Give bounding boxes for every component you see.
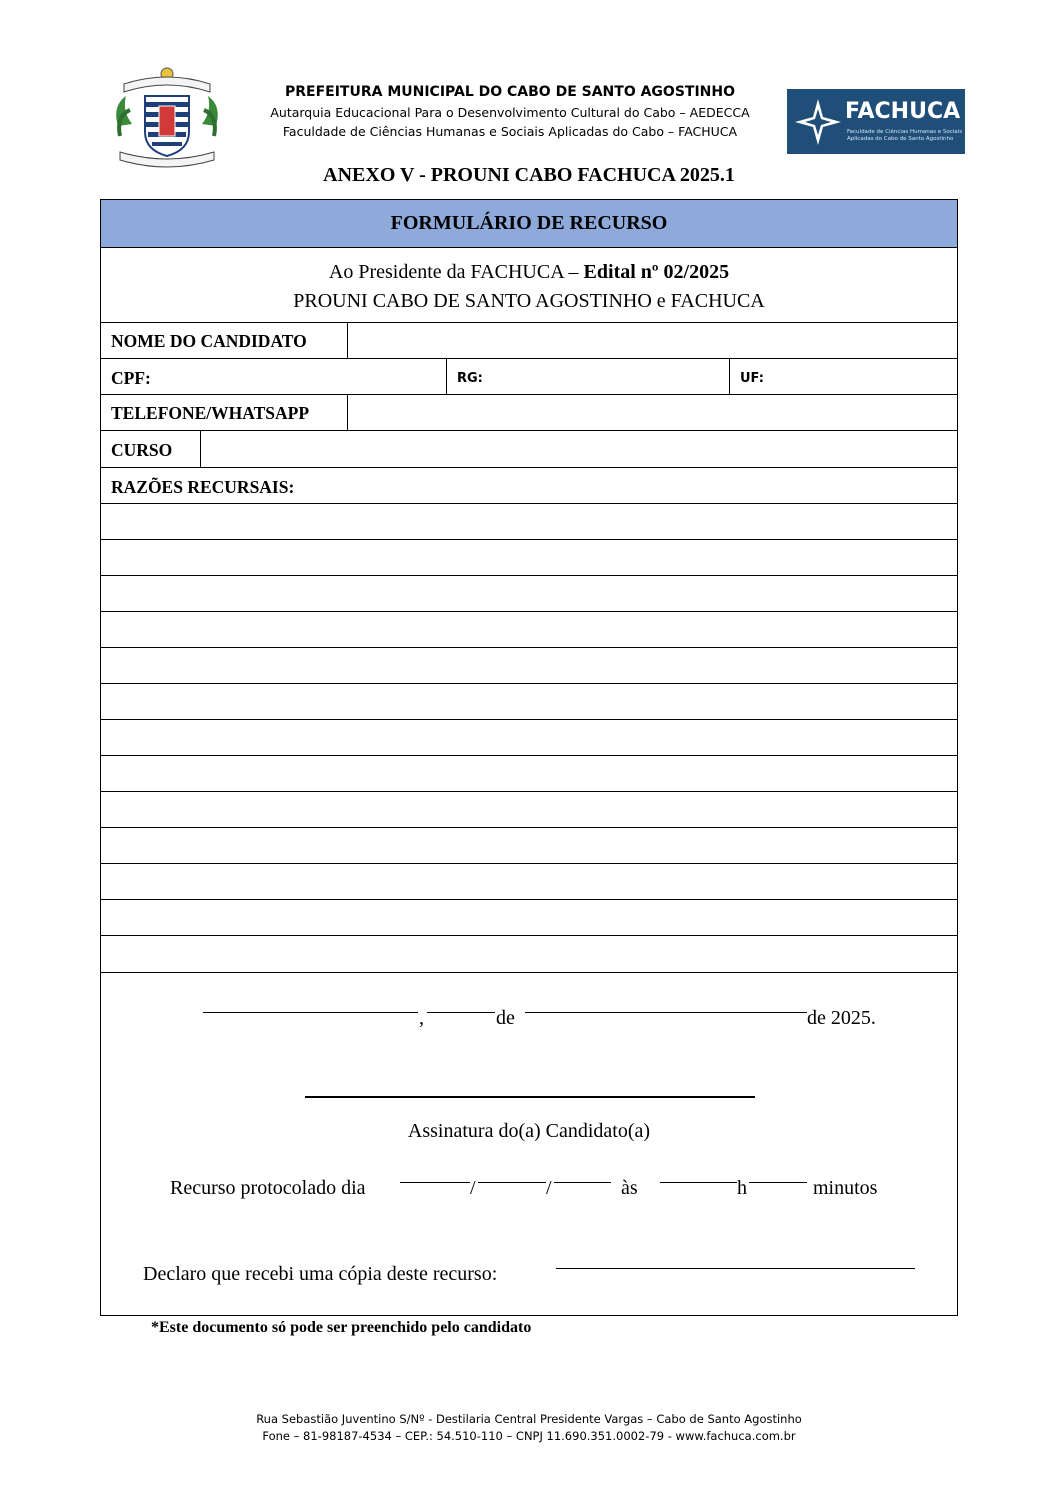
form-heading: FORMULÁRIO DE RECURSO [101, 200, 957, 248]
label-curso: CURSO [111, 440, 173, 460]
fachuca-logo-name: FACHUCA [845, 99, 961, 124]
row-divider [100, 394, 958, 395]
protocol-slash-2: / [546, 1177, 552, 1199]
header-autarquia: Autarquia Educacional Para o Desenvolvimento Cultural do Cabo – AEDECCA [270, 105, 750, 120]
row-divider [100, 358, 958, 359]
intro-edital: Edital nº 02/2025 [583, 261, 730, 283]
intro-line-2: PROUNI CABO DE SANTO AGOSTINHO e FACHUCA [293, 290, 765, 312]
fachuca-logo [787, 89, 965, 154]
protocol-h: h [737, 1177, 747, 1199]
document-title: ANEXO V - PROUNI CABO FACHUCA 2025.1 [323, 164, 735, 186]
protocol-prefix: Recurso protocolado dia [170, 1177, 366, 1199]
protocol-as: às [621, 1177, 638, 1199]
input-nome[interactable] [349, 324, 956, 357]
input-razoes[interactable] [101, 504, 957, 972]
cell-divider [446, 359, 447, 394]
label-rg: RG: [457, 371, 483, 386]
declaro-signature-line[interactable] [556, 1268, 915, 1269]
label-cpf: CPF: [111, 368, 151, 388]
footer-contact: Fone – 81-98187-4534 – CEP.: 54.510-110 – CNPJ 11.690.351.0002-79 - www.fachuca.com.br [262, 1429, 796, 1443]
protocol-minutos: minutos [813, 1177, 878, 1199]
input-rg[interactable] [485, 360, 727, 393]
protocol-year-line[interactable] [554, 1182, 611, 1183]
input-telefone[interactable] [349, 396, 956, 429]
date-day-line[interactable] [427, 1012, 495, 1013]
cell-divider [347, 323, 348, 358]
signature-caption: Assinatura do(a) Candidato(a) [407, 1120, 651, 1142]
fachuca-tagline-1: Faculdade de Ciências Humanas e Sociais [847, 129, 963, 135]
protocol-day-line[interactable] [400, 1182, 470, 1183]
row-divider [100, 430, 958, 431]
protocol-slash-1: / [470, 1177, 476, 1199]
cell-divider [347, 395, 348, 430]
date-comma: , [419, 1007, 424, 1029]
protocol-minute-line[interactable] [749, 1182, 807, 1183]
label-razoes: RAZÕES RECURSAIS: [111, 477, 295, 497]
header-org: PREFEITURA MUNICIPAL DO CABO DE SANTO AGOSTINHO [284, 84, 736, 100]
cell-divider [200, 431, 201, 467]
input-curso[interactable] [202, 432, 956, 466]
input-uf[interactable] [768, 360, 956, 393]
label-nome: NOME DO CANDIDATO [111, 331, 307, 351]
declaro-text: Declaro que recebi uma cópia deste recurso: [143, 1263, 498, 1285]
date-city-line[interactable] [203, 1012, 418, 1013]
fachuca-logo-tagline [847, 129, 962, 143]
header-faculdade: Faculdade de Ciências Humanas e Sociais Aplicadas do Cabo – FACHUCA [282, 124, 738, 139]
protocol-hour-line[interactable] [660, 1182, 737, 1183]
label-telefone: TELEFONE/WHATSAPP [111, 403, 310, 423]
date-month-line[interactable] [525, 1012, 807, 1013]
date-year: de 2025. [807, 1007, 876, 1029]
signature-line[interactable] [305, 1096, 755, 1098]
intro-prefix: Ao Presidente da FACHUCA – [328, 261, 584, 283]
intro-line-1 [101, 258, 957, 287]
cell-divider [729, 359, 730, 394]
footer-address: Rua Sebastião Juventino S/Nº - Destilaria Central Presidente Vargas – Cabo de Santo Agostinho [256, 1412, 802, 1426]
fachuca-tagline-2: Aplicadas do Cabo de Santo Agostinho [847, 136, 954, 142]
row-divider [100, 467, 958, 468]
footnote: *Este documento só pode ser preenchido pelo candidato [151, 1319, 532, 1336]
input-cpf[interactable] [160, 360, 444, 393]
row-divider [100, 972, 958, 973]
form-intro [101, 258, 957, 316]
label-uf: UF: [740, 371, 764, 386]
date-de: de [496, 1007, 515, 1029]
municipal-crest [112, 66, 222, 170]
row-divider [100, 322, 958, 323]
protocol-month-line[interactable] [478, 1182, 546, 1183]
